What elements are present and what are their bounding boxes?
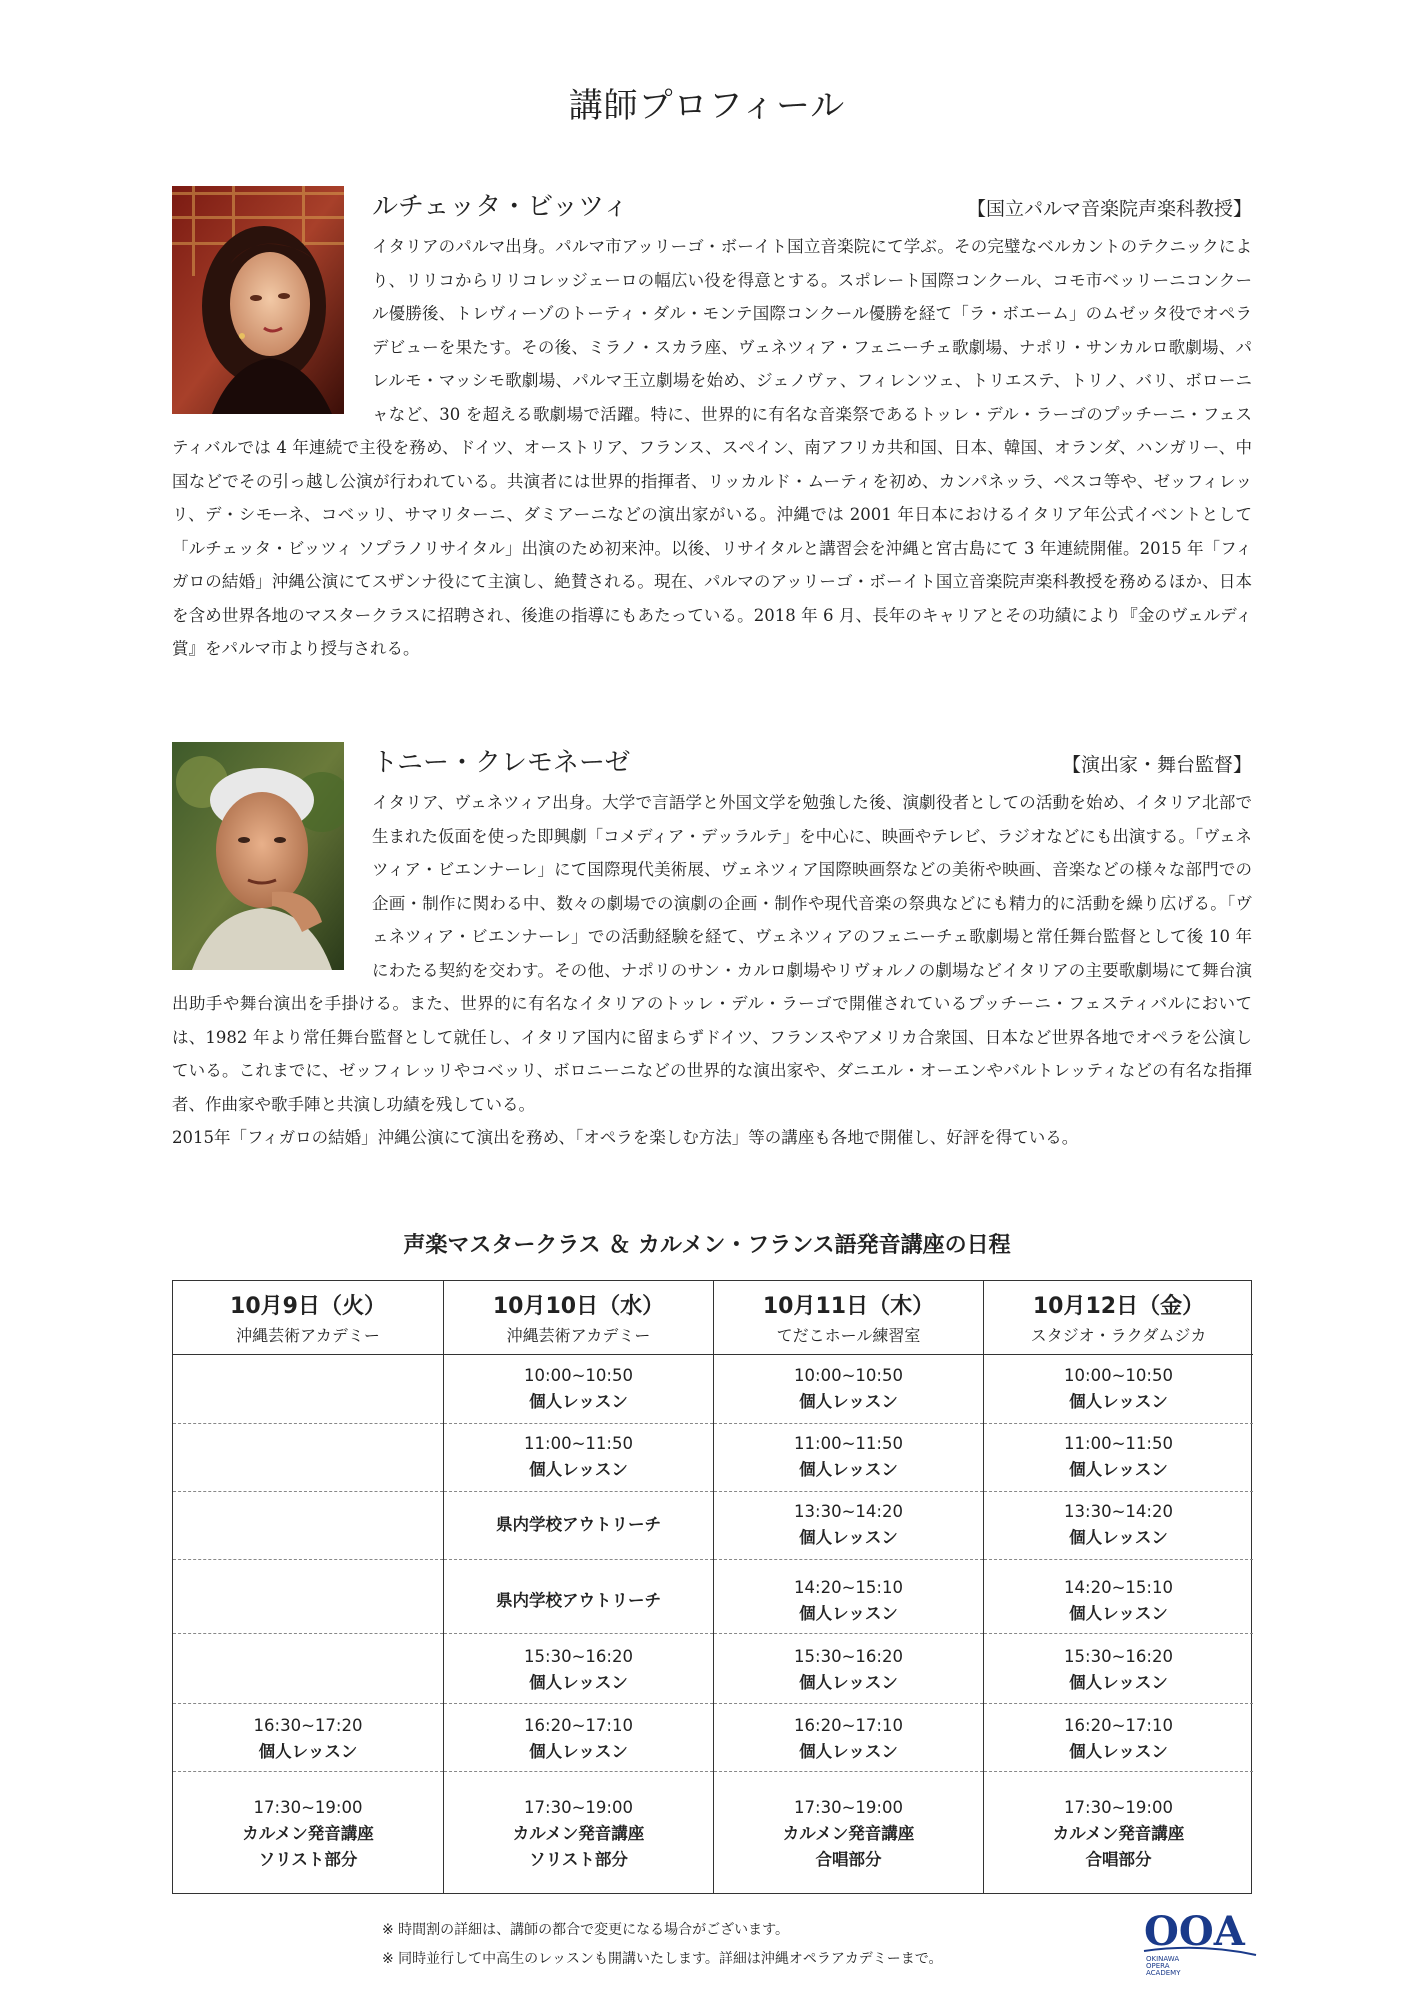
logo-mark: OOA	[1144, 1908, 1245, 1955]
slot-time: 16:30~17:20	[253, 1716, 363, 1735]
schedule-slot	[984, 1705, 1253, 1773]
schedule-day-header	[444, 1281, 713, 1355]
schedule-slot	[984, 1491, 1253, 1559]
slot-label: 個人レッスン	[1069, 1460, 1168, 1479]
slot-label: 個人レッスン	[799, 1528, 898, 1547]
schedule-slot	[984, 1635, 1253, 1705]
schedule-slot	[173, 1491, 443, 1559]
schedule-slot	[714, 1355, 983, 1423]
schedule-title: 声楽マスタークラス ＆ カルメン・フランス語発音講座の日程	[403, 1233, 1011, 1258]
slot-time: 10:00~10:50	[794, 1366, 903, 1385]
slot-time: 15:30~16:20	[524, 1647, 633, 1666]
slot-label: 個人レッスン	[529, 1460, 628, 1479]
slot-label: カルメン発音講座	[512, 1824, 645, 1843]
schedule-slot	[444, 1705, 713, 1773]
schedule-slot	[984, 1567, 1253, 1635]
slot-time: 13:30~14:20	[1064, 1502, 1173, 1521]
schedule-slot	[714, 1705, 983, 1773]
academy-logo	[1140, 1905, 1260, 1975]
schedule-venue: 沖縄芸術アカデミー	[236, 1326, 380, 1345]
logo-text: ACADEMY	[1146, 1969, 1181, 1975]
slot-time: 17:30~19:00	[253, 1798, 363, 1817]
slot-label: 個人レッスン	[529, 1673, 628, 1692]
slot-time: 14:20~15:10	[794, 1578, 903, 1597]
slot-label: 個人レッスン	[529, 1742, 628, 1761]
schedule-slot	[173, 1635, 443, 1705]
slot-time: 17:30~19:00	[1064, 1798, 1173, 1817]
schedule-venue: てだこホール練習室	[776, 1326, 921, 1345]
slot-time: 15:30~16:20	[794, 1647, 903, 1666]
slot-label: 個人レッスン	[1069, 1742, 1168, 1761]
slot-label: 個人レッスン	[799, 1392, 898, 1411]
profile-bio-text: イタリアのパルマ出身。パルマ市アッリーゴ・ボーイト国立音楽院にて学ぶ。その完璧なベルカントのテクニックにより、リリコからリリコレッジェーロの幅広い役を得意とする。スポレート国際コンクール、コモ市ベッリーニコンクール優勝後、トレヴィーゾのトーティ・ダル・モンテ国際コンクール優勝を経て「ラ・ボエーム」のムゼッタ役でオペラデビューを果たす。その後、ミラノ・スカラ座、ヴェネツィア・フェニーチェ歌劇場、ナポリ・サンカルロ歌劇場、パレルモ・マッシモ歌劇場、パルマ王立劇場を始め、ジェノヴァ、フィレンツェ、トリエステ、トリノ、バリ、ボローニャなど、30 を超える歌劇場で活躍。特に、世界的に有名な音楽祭であるトッレ・デル・ラーゴのプッチーニ・フェスティバルでは 4 年連続で主役を務め、ドイツ、オーストリア、フランス、スペイン、南アフリカ共和国、日本、韓国、オランダ、ハンガリー、中国などでその引っ越し公演が行われている。共演者には世界的指揮者、リッカルド・ムーティを初め、カンパネッラ、ペスコ等や、ゼッフィレッリ、デ・シモーネ、コベッリ、サマリターニ、ダミアーニなどの演出家がいる。沖縄では 2001 年日本におけるイタリア年公式イベントとして「ルチェッタ・ビッツィ ソプラノリサイタル」出演のため初来沖。以後、リサイタルと講習会を沖縄と宮古島にて 3 年連続開催。2015 年「フィガロの結婚」沖縄公演にてスザンナ役にて主演し、絶賛される。現在、パルマのアッリーゴ・ボーイト国立音楽院声楽科教授を務めるほか、日本を含め世界各地のマスタークラスに招聘され、後進の指導にもあたっている。2018 年 6 月、長年のキャリアとその功績により『金のヴェルディ賞』をパルマ市より授与される。	[172, 237, 1252, 658]
slot-time: 14:20~15:10	[1064, 1578, 1173, 1597]
schedule-date: 10月9日（火）	[230, 1294, 386, 1319]
slot-label: カルメン発音講座	[1052, 1824, 1185, 1843]
profile-name: ルチェッタ・ビッツィ	[372, 192, 629, 222]
slot-label: カルメン発音講座	[782, 1824, 915, 1843]
footnotes	[382, 1916, 943, 1974]
schedule-slot	[714, 1773, 983, 1895]
slot-label: 個人レッスン	[1069, 1673, 1168, 1692]
schedule-venue: スタジオ・ラクダムジカ	[1030, 1326, 1207, 1345]
schedule-column	[983, 1281, 1253, 1893]
slot-time: 11:00~11:50	[794, 1434, 903, 1453]
slot-time: 15:30~16:20	[1064, 1647, 1173, 1666]
schedule-slot	[984, 1355, 1253, 1423]
schedule-day-header	[173, 1281, 443, 1355]
schedule-day-header	[714, 1281, 983, 1355]
schedule-slot	[444, 1355, 713, 1423]
schedule-date: 10月11日（木）	[762, 1294, 935, 1319]
slot-label: 個人レッスン	[799, 1460, 898, 1479]
schedule-slot	[173, 1567, 443, 1635]
profile-bio	[172, 230, 1252, 666]
page-title: 講師プロフィール	[568, 86, 846, 126]
profile-bio-text: イタリア、ヴェネツィア出身。大学で言語学と外国文学を勉強した後、演劇役者としての活動を始め、イタリア北部で生まれた仮面を使った即興劇「コメディア・デッラルテ」を中心に、映画やテレビ、ラジオなどにも出演する。「ヴェネツィア・ビエンナーレ」にて国際現代美術展、ヴェネツィア国際映画祭などの美術や映画、音楽などの様々な部門での企画・制作に関わる中、数々の劇場での演劇の企画・制作や現代音楽の祭典などにも精力的に活動を繰り広げる。「ヴェネツィア・ビエンナーレ」での活動経験を経て、ヴェネツィアのフェニーチェ歌劇場と常任舞台監督として後 10 年にわたる契約を交わす。その他、ナポリのサン・カルロ劇場やリヴォルノの劇場などイタリアの主要歌劇場にて舞台演出助手や舞台演出を手掛ける。また、世界的に有名なイタリアのトッレ・デル・ラーゴで開催されているプッチーニ・フェスティバルにおいては、1982 年より常任舞台監督として就任し、イタリア国内に留まらずドイツ、フランスやアメリカ合衆国、日本など世界各地でオペラを公演している。これまでに、ゼッフィレッリやコベッリ、ボロニーニなどの世界的な演出家や、ダニエル・オーエンやバルトレッティなどの有名な指揮者、作曲家や歌手陣と共演し功績を残している。	[172, 793, 1252, 1114]
schedule-date: 10月10日（水）	[492, 1294, 665, 1319]
slot-time: 16:20~17:10	[524, 1716, 633, 1735]
slot-label: 個人レッスン	[1069, 1604, 1168, 1623]
slot-label-sub: ソリスト部分	[258, 1850, 358, 1869]
slot-time: 10:00~10:50	[524, 1366, 633, 1385]
schedule-slot	[444, 1423, 713, 1491]
slot-label: 県内学校アウトリーチ	[496, 1515, 661, 1534]
schedule-date: 10月12日（金）	[1032, 1294, 1205, 1319]
schedule-slot	[173, 1705, 443, 1773]
schedule-slot	[714, 1635, 983, 1705]
profile-bio-extra: 2015年「フィガロの結婚」沖縄公演にて演出を務め、「オペラを楽しむ方法」等の講座も各地で開催し、好評を得ている。	[172, 1128, 1079, 1147]
schedule-slot	[984, 1773, 1253, 1895]
slot-time: 11:00~11:50	[524, 1434, 633, 1453]
slot-time: 17:30~19:00	[524, 1798, 633, 1817]
slot-time: 17:30~19:00	[794, 1798, 903, 1817]
profile-role: 【演出家・舞台監督】	[1061, 754, 1252, 776]
slot-time: 16:20~17:10	[1064, 1716, 1173, 1735]
schedule-slot	[444, 1491, 713, 1559]
schedule-table	[172, 1280, 1252, 1894]
slot-label: 個人レッスン	[529, 1392, 628, 1411]
footnote: ※ 同時並行して中高生のレッスンも開講いたします。詳細は沖縄オペラアカデミーまで。	[382, 1951, 943, 1967]
footnote: ※ 時間割の詳細は、講師の都合で変更になる場合がございます。	[382, 1922, 790, 1938]
profile-name: トニー・クレモネーゼ	[372, 748, 631, 778]
schedule-slot	[173, 1355, 443, 1423]
slot-label: カルメン発音講座	[242, 1824, 374, 1843]
slot-label-sub: ソリスト部分	[529, 1850, 628, 1869]
schedule-slot	[173, 1423, 443, 1491]
schedule-slot	[444, 1773, 713, 1895]
slot-label-sub: 合唱部分	[815, 1850, 882, 1869]
slot-time: 10:00~10:50	[1064, 1366, 1173, 1385]
slot-label: 個人レッスン	[799, 1604, 898, 1623]
schedule-slot	[714, 1567, 983, 1635]
logo-text: OKINAWA	[1146, 1955, 1180, 1963]
schedule-column	[713, 1281, 983, 1893]
slot-label: 個人レッスン	[799, 1742, 898, 1761]
profile-bizzi	[172, 186, 1252, 666]
slot-time: 16:20~17:10	[794, 1716, 903, 1735]
slot-label-sub: 合唱部分	[1085, 1850, 1152, 1869]
schedule-column	[443, 1281, 713, 1893]
profile-role: 【国立パルマ音楽院声楽科教授】	[966, 198, 1252, 220]
slot-label: 個人レッスン	[799, 1673, 898, 1692]
slot-label: 個人レッスン	[1069, 1392, 1168, 1411]
schedule-slot	[714, 1423, 983, 1491]
schedule-slot	[714, 1491, 983, 1559]
schedule-slot	[173, 1773, 443, 1895]
profile-cremonese	[172, 742, 1252, 1162]
slot-label: 個人レッスン	[258, 1742, 358, 1761]
schedule-day-header	[984, 1281, 1253, 1355]
profile-bio	[172, 786, 1252, 1155]
slot-time: 13:30~14:20	[794, 1502, 903, 1521]
slot-time: 11:00~11:50	[1064, 1434, 1173, 1453]
schedule-slot	[444, 1635, 713, 1705]
logo-text: OPERA	[1146, 1962, 1170, 1970]
slot-label: 個人レッスン	[1069, 1528, 1168, 1547]
slot-label: 県内学校アウトリーチ	[496, 1591, 661, 1610]
schedule-venue: 沖縄芸術アカデミー	[506, 1326, 651, 1345]
schedule-slot	[444, 1567, 713, 1635]
schedule-slot	[984, 1423, 1253, 1491]
schedule-column	[173, 1281, 443, 1893]
